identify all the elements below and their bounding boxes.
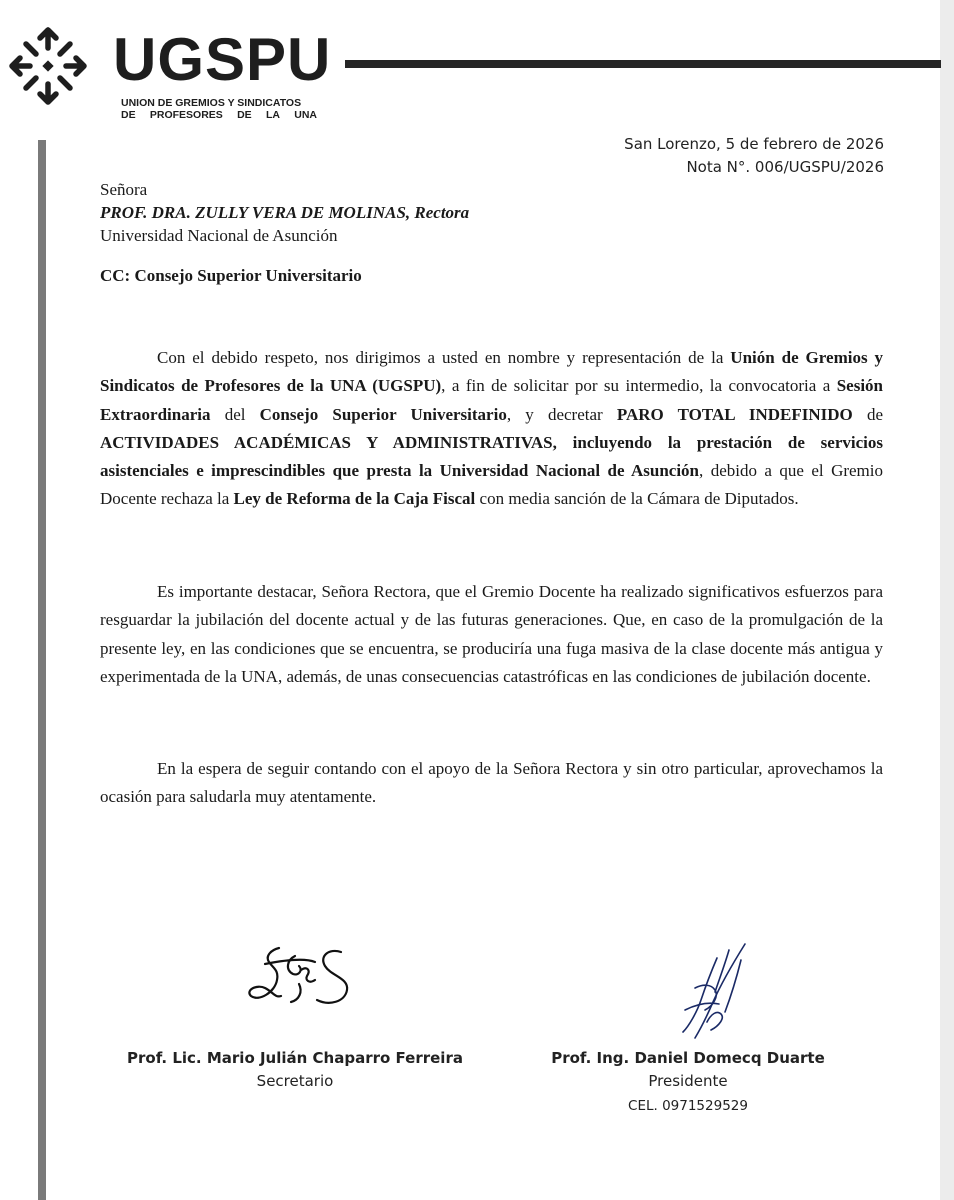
organization-name-word: UNA [294, 109, 317, 121]
text-run: de [852, 404, 883, 424]
signer-phone: CEL. 0971529529 [628, 1098, 748, 1114]
body-paragraph-2 [100, 578, 883, 691]
organization-name-word: DE [237, 109, 252, 121]
salutation: Señora [100, 180, 148, 199]
paragraph-text: En la espera de seguir contando con el apoyo de la Señora Rectora y sin otro particular, aprovechamos la ocasión para saludarla muy atentamente. [100, 759, 883, 807]
bold-run: Consejo Superior Universitario [259, 404, 507, 424]
left-margin-bar [38, 140, 46, 1200]
bold-run: ACTIVIDADES ACADÉMICAS Y ADMINISTRATIVAS, incluyendo la prestación de servicios asistenciales e imprescindibles que presta la Universidad Nacional de Asunción [100, 432, 883, 481]
organization-logo-text: UGSPU [113, 26, 332, 93]
page-right-margin [940, 0, 954, 1200]
signer-role: Secretario [256, 1072, 334, 1090]
organization-name-word: PROFESORES [149, 109, 223, 121]
organization-full-name [121, 97, 317, 121]
body-paragraph-3 [100, 755, 883, 812]
text-run: del [210, 404, 260, 424]
signer-name: Prof. Ing. Daniel Domecq Duarte [551, 1049, 825, 1067]
bold-run: PARO TOTAL INDEFINIDO [616, 404, 853, 424]
organization-name-word: LA [265, 109, 280, 121]
letter-meta [624, 133, 884, 179]
organization-name-word: DE [121, 109, 136, 121]
note-number: Nota N°. 006/UGSPU/2026 [686, 158, 884, 176]
addressee-block [100, 178, 469, 247]
text-run: , y decretar [506, 404, 617, 424]
ugspu-logo-icon [0, 18, 96, 114]
signer-role: Presidente [648, 1072, 728, 1090]
cc-line: CC: Consejo Superior Universitario [100, 266, 362, 285]
president-signature [655, 940, 765, 1050]
bold-run: Unión de Gremios y Sindicatos de Profesores de la UNA (UGSPU) [100, 348, 883, 396]
organization-name-line-1: UNION DE GREMIOS Y SINDICATOS [121, 97, 302, 109]
text-run: con media sanción de la Cámara de Diputados. [475, 489, 799, 509]
addressee-institution: Universidad Nacional de Asunción [100, 226, 338, 245]
text-run: , debido a que el Gremio Docente rechaza la [100, 461, 883, 509]
organization-name-line-2 [121, 109, 317, 121]
header-divider [345, 60, 941, 68]
signer-president [528, 1047, 848, 1119]
body-paragraph-1 [100, 344, 883, 514]
text-run: , a fin de solicitar por su intermedio, la convocatoria a [441, 376, 837, 396]
bold-run: Sesión Extraordinaria [100, 376, 884, 424]
addressee-name: PROF. DRA. ZULLY VERA DE MOLINAS, Rectora [100, 203, 470, 222]
text-run: Con el debido respeto, nos dirigimos a usted en nombre y representación de la [157, 348, 731, 367]
signer-secretary [115, 1047, 475, 1093]
secretary-signature [245, 940, 365, 1010]
place-date: San Lorenzo, 5 de febrero de 2026 [624, 135, 884, 153]
signer-name: Prof. Lic. Mario Julián Chaparro Ferreira [127, 1049, 463, 1067]
bold-run: Ley de Reforma de la Caja Fiscal [233, 489, 476, 509]
paragraph-text: Es importante destacar, Señora Rectora, que el Gremio Docente ha realizado significativos esfuerzos para resguardar la jubilación del docente actual y de las futuras generaciones. Que, en caso de la promulgación de la presente ley, en las condiciones que se encuentra, se produciría una fuga masiva de la clase docente más antigua y experimentada de la UNA, además, de unas consecuencias catastróficas en las condiciones de jubilación docente. [100, 582, 883, 686]
